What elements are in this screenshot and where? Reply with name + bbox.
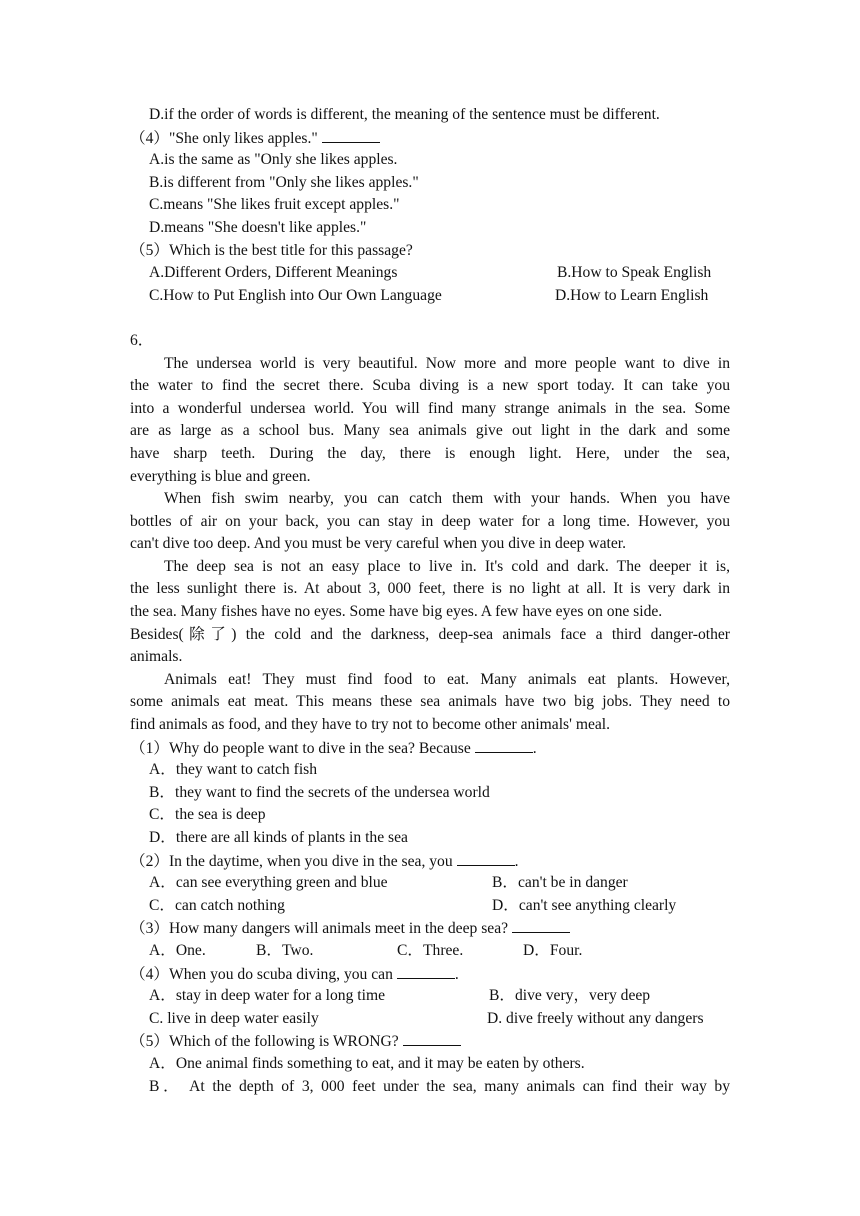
q2-options-row-1 <box>130 872 730 895</box>
question-stem: （4）When you do scuba diving, you can <box>130 965 393 983</box>
q5-4-option-d <box>130 217 730 240</box>
q1-option-d: D．there are all kinds of plants in the sea <box>149 829 408 846</box>
option-c: C．Three. <box>397 941 464 959</box>
p1-line-4: are as large as a school bus. Many sea animals give out light in the dark and some <box>130 422 730 440</box>
p2-line-2: bottles of air on your back, you can stay in deep water for a long time. However, you <box>130 512 730 530</box>
p3-line-5: animals. <box>130 648 183 666</box>
option-text: C.means "She likes fruit except apples." <box>149 196 400 214</box>
question-stem: （4）"She only likes apples." <box>130 129 318 147</box>
option-b: B.How to Speak English <box>557 264 712 282</box>
option-d: D.How to Learn English <box>555 286 709 304</box>
option-b: B．Two. <box>256 941 314 959</box>
p2-line-3: can't dive too deep. And you must be very careful when you dive in deep water. <box>130 535 627 553</box>
option-d: D．can't see anything clearly <box>492 896 677 914</box>
question-stem: （3）How many dangers will animals meet in the deep sea? <box>130 920 509 938</box>
option-text: A.is the same as "Only she likes apples. <box>149 151 398 169</box>
p4-line-2: some animals eat meat. This means these sea animals have two big jobs. They need to <box>130 693 730 711</box>
option-text: D.means "She doesn't like apples." <box>149 218 367 236</box>
q5-5-options-row-2 <box>130 285 730 308</box>
q5b-option-b: B． At the depth of 3, 000 feet under the sea, many animals can find their way by <box>149 1077 730 1095</box>
stem-end: . <box>454 965 459 983</box>
q5-4-option-c <box>130 194 730 217</box>
answer-blank <box>397 963 455 979</box>
passage-number <box>130 330 730 353</box>
answer-blank <box>403 1030 461 1046</box>
q1-option-c: C．the sea is deep <box>149 806 266 824</box>
answer-blank <box>512 917 570 933</box>
answer-blank <box>322 127 380 143</box>
q1-option-a: A．they want to catch fish <box>149 761 318 779</box>
q4-options-row-2 <box>130 1008 730 1031</box>
q1-stem <box>130 737 730 760</box>
p3-line-4: Besides(除了) the cold and the darkness, deep-sea animals face a third danger-other <box>130 625 730 643</box>
option-b: B．can't be in danger <box>492 874 628 892</box>
passage-number-text: 6． <box>130 331 154 349</box>
option-c: C.How to Put English into Our Own Language <box>149 286 442 304</box>
p2-line-1: When fish swim nearby, you can catch them with your hands. When you have <box>164 490 730 508</box>
option-a: A.Different Orders, Different Meanings <box>149 264 398 282</box>
p4-line-3: find animals as food, and they have to try not to become other animals' meal. <box>130 716 611 734</box>
stem-end: . <box>532 739 537 757</box>
stem-end: . <box>514 852 519 870</box>
question-stem: （5）Which of the following is WRONG? <box>130 1033 399 1051</box>
option-c: C．can catch nothing <box>149 896 285 914</box>
q4-options-row-1 <box>130 985 730 1008</box>
p1-line-3: into a wonderful undersea world. You will find many strange animals in the sea. Some <box>130 399 730 417</box>
q2-stem <box>130 850 730 873</box>
q5-4-option-a <box>130 149 730 172</box>
q5b-option-a: A．One animal finds something to eat, and it may be eaten by others. <box>149 1054 585 1072</box>
q4-stem <box>130 963 730 986</box>
q5-4-option-b <box>130 172 730 195</box>
option-d: D. dive freely without any dangers <box>487 1009 704 1027</box>
p1-line-1: The undersea world is very beautiful. Now more and more people want to dive in <box>164 354 730 372</box>
q5-4-stem <box>130 127 730 150</box>
option-text: B.is different from "Only she likes apples." <box>149 173 419 191</box>
worksheet-page <box>130 104 730 1098</box>
q2-options-row-2 <box>130 895 730 918</box>
p3-line-2: the less sunlight there is. At about 3, 000 feet, there is no light at all. It is very dark in <box>130 580 730 598</box>
q5-option-d-line <box>130 104 730 127</box>
option-a: A．One. <box>149 941 206 959</box>
spacer <box>130 307 730 330</box>
option-b: B．dive very，very deep <box>489 987 651 1005</box>
option-c: C. live in deep water easily <box>149 1009 319 1027</box>
q5-5-stem <box>130 240 730 263</box>
option-a: A．stay in deep water for a long time <box>149 987 386 1005</box>
p1-line-5: have sharp teeth. During the day, there is enough light. Here, under the sea, <box>130 444 730 462</box>
question-stem: （1）Why do people want to dive in the sea? Because <box>130 739 471 757</box>
q3-options-row <box>130 940 730 963</box>
answer-blank <box>475 737 533 753</box>
p3-line-3: the sea. Many fishes have no eyes. Some have big eyes. A few have eyes on one side. <box>130 603 663 621</box>
p3-line-1: The deep sea is not an easy place to live in. It's cold and dark. The deeper it is, <box>164 557 730 575</box>
q1-option-b: B．they want to find the secrets of the undersea world <box>149 783 490 801</box>
answer-blank <box>457 850 515 866</box>
option-a: A．can see everything green and blue <box>149 874 388 892</box>
question-stem: （5）Which is the best title for this passage? <box>130 241 413 259</box>
option-d: D．Four. <box>523 941 583 959</box>
option-text: D.if the order of words is different, the meaning of the sentence must be different. <box>149 106 660 123</box>
q5b-stem <box>130 1030 730 1053</box>
q3-stem <box>130 917 730 940</box>
p1-line-2: the water to find the secret there. Scuba diving is a new sport today. It can take you <box>130 377 730 395</box>
p1-line-6: everything is blue and green. <box>130 467 311 485</box>
p4-line-1: Animals eat! They must find food to eat. Many animals eat plants. However, <box>164 670 730 688</box>
q5-5-options-row-1 <box>130 262 730 285</box>
question-stem: （2）In the daytime, when you dive in the sea, you <box>130 852 453 870</box>
